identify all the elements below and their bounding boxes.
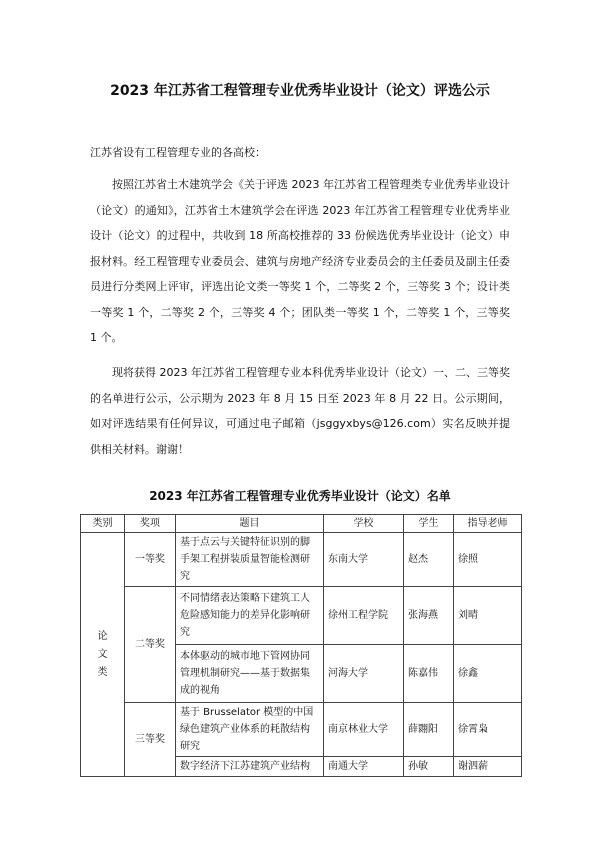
header-student: 学生 [404,515,454,533]
header-topic: 题目 [176,515,324,533]
topic-cell: 数字经济下江苏建筑产业结构 [176,757,324,777]
header-category: 类别 [81,515,125,533]
table-header-row [81,515,522,533]
advisor-cell: 刘晴 [454,587,522,645]
advisor-cell: 徐鑫 [454,645,522,703]
student-cell: 薛翾阳 [404,703,454,757]
category-char: 类 [97,666,108,678]
award-cell: 一等奖 [125,533,176,587]
student-cell: 孙敏 [404,757,454,777]
school-cell: 河海大学 [324,645,404,703]
table-row [81,703,522,757]
advisor-cell: 谢泗薪 [454,757,522,777]
header-school: 学校 [324,515,404,533]
topic-cell: 不同情绪表达策略下建筑工人危险感知能力的差异化影响研究 [176,587,324,645]
award-cell: 三等奖 [125,703,176,777]
table-row [81,587,522,645]
header-advisor: 指导老师 [454,515,522,533]
salutation: 江苏省设有工程管理专业的各高校： [90,146,266,159]
award-cell: 二等奖 [125,587,176,703]
school-cell: 徐州工程学院 [324,587,404,645]
topic-cell: 本体驱动的城市地下管网协同管理机制研究——基于数据集成的视角 [176,645,324,703]
table-row [81,533,522,587]
school-cell: 东南大学 [324,533,404,587]
paragraph-2: 现将获得 2023 年江苏省工程管理专业本科优秀毕业设计（论文）一、二、三等奖的名单进行公示，公示期为 2023 年 8 月 15 日至 2023 年 8 月 22 日。公示期间，如对评选结果有任何异议，可通过电子邮箱（jsggyxbys@126.com）实名反映并提供相关材料。谢谢！ [90,366,510,456]
category-char: 文 [97,648,108,660]
document-title: 2023 年江苏省工程管理专业优秀毕业设计（论文）评选公示 [110,83,490,99]
table-title: 2023 年江苏省工程管理专业优秀毕业设计（论文）名单 [149,489,451,503]
advisor-cell: 徐霄枭 [454,703,522,757]
school-cell: 南通大学 [324,757,404,777]
topic-cell: 基于点云与关键特征识别的脚手架工程拼装质量智能检测研究 [176,533,324,587]
paragraph-1: 按照江苏省土木建筑学会《关于评选 2023 年江苏省工程管理类专业优秀毕业设计（论文）的通知》，江苏省土木建筑学会在评选 2023 年江苏省工程管理专业优秀毕业设计（论文）的过程中，共收到 18 所高校推荐的 33 份候选优秀毕业设计（论文）申报材料。经工程管理专业委员会、建筑与房地产经济专业委员会的主任委员及副主任委员进行分类网上评审，评选出论文类一等奖 1 个，二等奖 2 个，三等奖 3 个；设计类一等奖 1 个，二等奖 2 个，三等奖 4 个；团队类一等奖 1 个，二等奖 1 个，三等奖 1 个。 [90,178,510,344]
student-cell: 陈嘉伟 [404,645,454,703]
school-cell: 南京林业大学 [324,703,404,757]
category-char: 论 [97,630,108,642]
advisor-cell: 徐照 [454,533,522,587]
award-list-table [80,514,522,777]
header-award: 奖项 [125,515,176,533]
category-cell [81,533,125,777]
topic-cell: 基于 Brusselator 模型的中国绿色建筑产业体系的耗散结构研究 [176,703,324,757]
student-cell: 张海燕 [404,587,454,645]
student-cell: 赵杰 [404,533,454,587]
